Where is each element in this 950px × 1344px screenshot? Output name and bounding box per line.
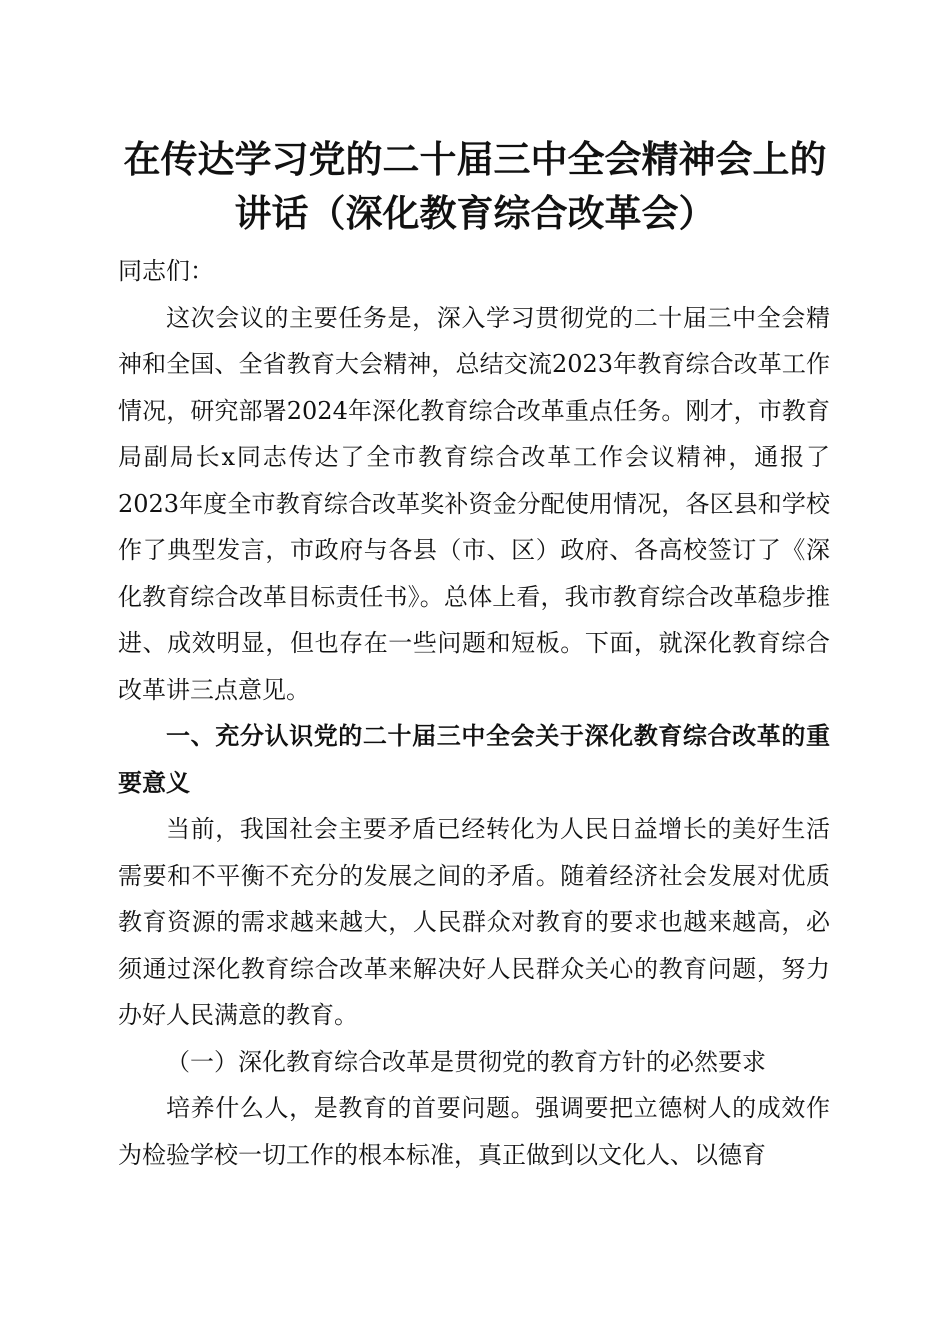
subsection-heading-1: （一）深化教育综合改革是贯彻党的教育方针的必然要求	[166, 1047, 766, 1076]
section-heading-1: 一、充分认识党的二十届三中全会关于深化教育综合改革的重要意义	[118, 722, 830, 797]
document-title: 在传达学习党的二十届三中全会精神会上的讲话（深化教育综合改革会）	[123, 137, 827, 235]
section-1-paragraph: 当前，我国社会主要矛盾已经转化为人民日益增长的美好生活需要和不平衡不充分的发展之间的矛盾。随着经济社会发展对优质教育资源的需求越来越大，人民群众对教育的要求也越来越高，必须通过深化教育综合改革来解决好人民群众关心的教育问题，努力办好人民满意的教育。	[118, 815, 830, 1029]
salutation: 同志们：	[118, 257, 214, 285]
intro-paragraph: 这次会议的主要任务是，深入学习贯彻党的二十届三中全会精神和全国、全省教育大会精神，总结交流2023年教育综合改革工作情况，研究部署2024年深化教育综合改革重点任务。刚才，市教育局副局长x同志传达了全市教育综合改革工作会议精神，通报了2023年度全市教育综合改革奖补资金分配使用情况，各区县和学校作了典型发言，市政府与各县（市、区）政府、各高校签订了《深化教育综合改革目标责任书》。总体上看，我市教育综合改革稳步推进、成效明显，但也存在一些问题和短板。下面，就深化教育综合改革讲三点意见。	[118, 303, 830, 704]
subsection-1-paragraph: 培养什么人，是教育的首要问题。强调要把立德树人的成效作为检验学校一切工作的根本标准，真正做到以文化人、以德育	[118, 1094, 830, 1169]
document-body	[118, 248, 830, 1178]
